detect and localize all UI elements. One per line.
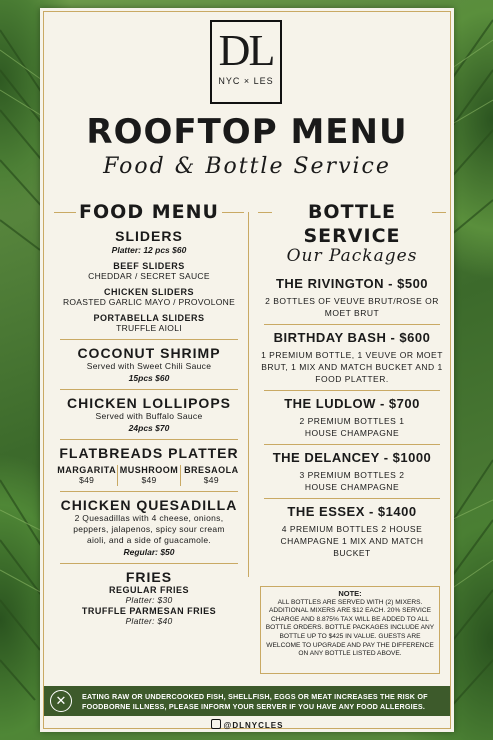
package-desc: 3 PREMIUM BOTTLES 2 HOUSE CHAMPAGNE bbox=[299, 470, 405, 492]
flatbread-item: MARGARITA $49 bbox=[56, 465, 118, 486]
chicken-lollipops-desc: Served with Buffalo Sauce bbox=[95, 411, 203, 421]
flatbreads-list bbox=[56, 465, 242, 486]
allergy-warning-text: EATING RAW OR UNDERCOOKED FISH, SHELLFISH, EGGS OR MEAT INCREASES THE RISK OF FOODBORNE ILLNESS, PLEASE INFORM YOUR SERVER IF YOU HAVE ANY FOOD ALLERGIES. bbox=[82, 692, 428, 711]
portabella-sliders-desc: TRUFFLE AIOLI bbox=[116, 323, 182, 333]
food-menu-heading: FOOD MENU bbox=[54, 200, 244, 224]
chicken-lollipops-price: 24pcs $70 bbox=[128, 423, 170, 433]
sliders-platter: Platter: 12 pcs $60 bbox=[111, 245, 187, 255]
page-subtitle: Food & Bottle Service bbox=[103, 154, 391, 179]
bottle-service-heading: BOTTLE SERVICE bbox=[258, 200, 446, 248]
sliders-title: SLIDERS bbox=[115, 228, 183, 244]
fork-knife-icon: ✕ bbox=[50, 690, 72, 712]
regular-fries: REGULAR FRIES bbox=[108, 585, 189, 595]
chicken-lollipops-title: CHICKEN LOLLIPOPS bbox=[66, 395, 231, 411]
social-handle bbox=[40, 719, 454, 730]
flatbread-item: MUSHROOM $49 bbox=[118, 465, 180, 486]
instagram-icon bbox=[211, 719, 221, 729]
beef-sliders: BEEF SLIDERS bbox=[113, 261, 185, 271]
package-desc: 1 PREMIUM BOTTLE, 1 VEUVE OR MOET BRUT, 1 MIX AND MATCH BUCKET AND 1 FOOD PLATTER. bbox=[261, 350, 443, 384]
coconut-shrimp-title: COCONUT SHRIMP bbox=[77, 345, 221, 361]
package-title: THE DELANCEY - $1000 bbox=[272, 450, 432, 465]
logo-main: DL bbox=[218, 26, 274, 75]
flatbreads-title: FLATBREADS PLATTER bbox=[59, 445, 239, 461]
beef-sliders-desc: CHEDDAR / SECRET SAUCE bbox=[88, 271, 210, 281]
packages-subheading: Our Packages bbox=[286, 246, 418, 266]
column-divider bbox=[248, 212, 249, 577]
handle-text: @DLNYCLES bbox=[223, 721, 284, 730]
package-desc: 2 PREMIUM BOTTLES 1 HOUSE CHAMPAGNE bbox=[299, 416, 405, 438]
allergy-warning-banner bbox=[44, 686, 450, 716]
regular-fries-price: Platter: $30 bbox=[125, 595, 173, 605]
flatbread-item: BRESAOLA $49 bbox=[184, 465, 239, 485]
package-title: BIRTHDAY BASH - $600 bbox=[273, 330, 431, 345]
page-title: ROOFTOP MENU bbox=[86, 112, 408, 152]
chicken-sliders-desc: ROASTED GARLIC MAYO / PROVOLONE bbox=[62, 297, 236, 307]
bottle-note bbox=[260, 586, 440, 674]
dl-logo bbox=[210, 20, 282, 104]
quesadilla-title: CHICKEN QUESADILLA bbox=[60, 497, 238, 513]
logo-sub: NYC × LES bbox=[218, 76, 274, 86]
package-title: THE LUDLOW - $700 bbox=[284, 396, 420, 411]
package-desc: 2 BOTTLES OF VEUVE BRUT/ROSE OR MOET BRUT bbox=[265, 296, 439, 318]
quesadilla-desc: 2 Quesadillas with 4 cheese, onions, peppers, jalapenos, spicy sour cream aioli, and a side of guacamole. bbox=[73, 513, 225, 545]
coconut-shrimp-price: 15pcs $60 bbox=[128, 373, 170, 383]
truffle-fries: TRUFFLE PARMESAN FRIES bbox=[81, 606, 217, 616]
truffle-fries-price: Platter: $40 bbox=[125, 616, 173, 626]
package-desc: 4 PREMIUM BOTTLES 2 HOUSE CHAMPAGNE 1 MIX AND MATCH BUCKET bbox=[280, 524, 424, 558]
coconut-shrimp-desc: Served with Sweet Chili Sauce bbox=[86, 361, 212, 371]
package-title: THE ESSEX - $1400 bbox=[287, 504, 417, 519]
note-title: NOTE: bbox=[338, 589, 362, 598]
food-menu-column bbox=[54, 200, 244, 627]
bottle-service-column bbox=[258, 200, 446, 559]
package-title: THE RIVINGTON - $500 bbox=[275, 276, 429, 291]
note-text: ALL BOTTLES ARE SERVED WITH (2) MIXERS. ADDITIONAL MIXERS ARE $12 EACH. 20% SERVICE CHARGE AND 8.875% TAX WILL BE ADDED TO ALL BOTTLE ORDERS. BOTTLE PACKAGES INCLUDE ANY BOTTLE UP TO $425 IN VALUE. GUESTS ARE WELCOME TO UPGRADE AND PAY THE DIFFERENCE ON ANY BOTTLE LISTED ABOVE. bbox=[265, 598, 435, 658]
chicken-sliders: CHICKEN SLIDERS bbox=[103, 287, 194, 297]
quesadilla-price: Regular: $50 bbox=[123, 547, 175, 557]
fries-title: FRIES bbox=[125, 569, 173, 585]
menu-card bbox=[40, 8, 454, 732]
portabella-sliders: PORTABELLA SLIDERS bbox=[93, 313, 205, 323]
